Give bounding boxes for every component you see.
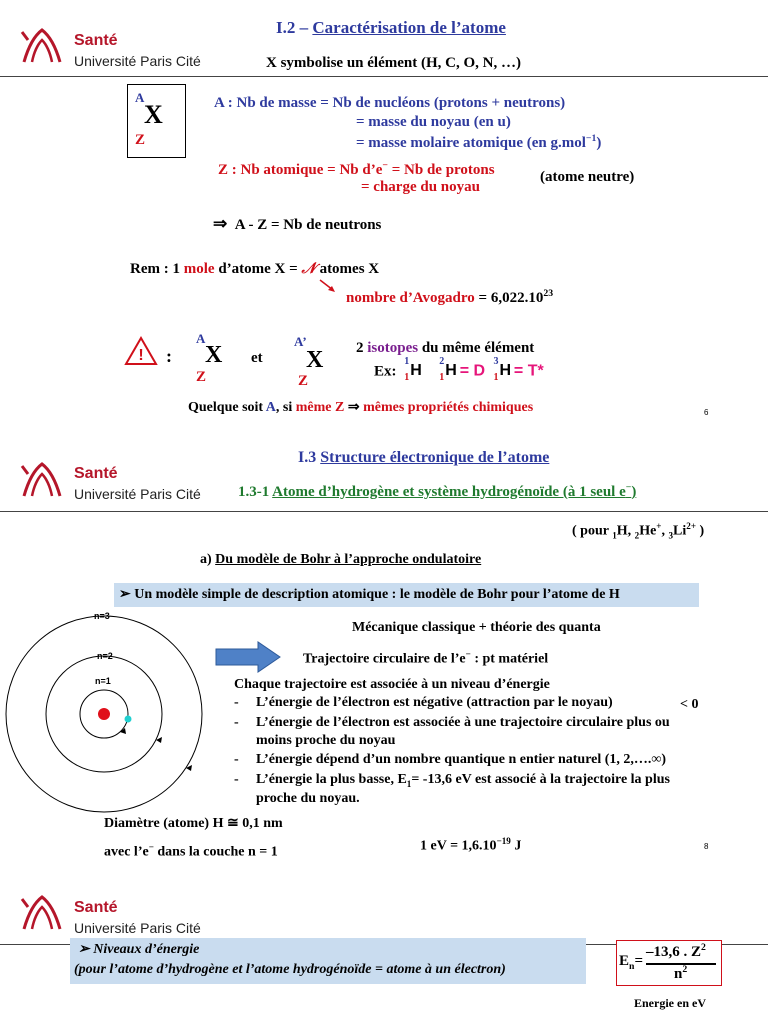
divider — [0, 511, 768, 512]
university-logo-icon — [20, 462, 64, 498]
university-logo-icon — [20, 28, 64, 64]
logo-sante: Santé — [74, 32, 118, 49]
atomic-number-line-2: = charge du noyau — [361, 179, 480, 195]
university-logo-icon — [20, 895, 64, 931]
isotope2-mass: A’ — [294, 334, 307, 349]
logo-university: Université Paris Cité — [74, 486, 201, 502]
bullet-2-cont: moins proche du noyau — [256, 733, 396, 748]
bullet-dash: - — [234, 715, 239, 730]
circular-trajectory: Trajectoire circulaire de l’e− : pt matériel — [303, 649, 549, 667]
page-number: 8 — [704, 842, 709, 851]
atomic-number-line-1: Z : Nb atomique = Nb d’e− = Nb de protons — [218, 160, 495, 178]
divider — [0, 76, 768, 77]
bullet-1-tail: < 0 — [680, 697, 699, 712]
energy-unit-note: Energie en eV — [634, 996, 706, 1010]
energy-levels-intro: Chaque trajectoire est associée à un niveau d’énergie — [234, 677, 550, 692]
isotope2-symbol: X — [306, 347, 324, 373]
implies-icon: ⇒ — [213, 214, 228, 233]
bohr-model-diagram — [0, 610, 215, 825]
box-mass-number: A — [135, 90, 145, 105]
bohr-banner-text: ➢ Un modèle simple de description atomique : le modèle de Bohr pour l’atome de H — [119, 587, 620, 602]
atom-diameter: Diamètre (atome) H ≅ 0,1 nm — [104, 816, 283, 831]
mass-number-line-3: = masse molaire atomique (en g.mol$^{-1}$) — [356, 133, 602, 151]
hydrogenoid-examples: ( pour $_1$H, $_2$He+, $_3Li^{2+}$ ) — [572, 521, 705, 541]
isotope1-mass: A — [196, 331, 206, 346]
formula-lhs: $E_n=$ — [619, 953, 644, 972]
formula-numerator: –13,6 . $Z^2$ — [646, 942, 706, 960]
classical-mechanics: Mécanique classique + théorie des quanta — [352, 620, 601, 635]
rem-mole: Rem : 1 mole d’atome X = 𝒩 atomes X — [130, 261, 380, 277]
warning-icon — [124, 336, 158, 366]
isotope1-atomic: Z — [196, 369, 207, 385]
slide-title: I.2 – Caractérisation de l’atome — [276, 18, 506, 37]
bullet-3: L’énergie dépend d’un nombre quantique n entier naturel (1, 2,….∞) — [256, 752, 667, 767]
bullet-4-cont: proche du noyau. — [256, 791, 360, 806]
bullet-dash: - — [234, 695, 239, 710]
logo-sante: Santé — [74, 465, 118, 482]
avogadro-number: nombre d’Avogadro = $6,022.10^{23}$ — [346, 288, 554, 306]
neutron-count: ⇒ A - Z = Nb de neutrons — [213, 214, 382, 233]
logo-university: Université Paris Cité — [74, 920, 201, 936]
slide-title: I.3 Structure électronique de l’atome — [298, 449, 550, 466]
bullet-4: L’énergie la plus basse, $E_1= -13,6$ eV est associé à la trajectoire la plus — [256, 772, 670, 789]
x-definition: X symbolise un élément (H, C, O, N, …) — [266, 55, 521, 71]
section-a-title: a) Du modèle de Bohr à l’approche ondulatoire — [200, 552, 482, 567]
isotope2-atomic: Z — [298, 373, 309, 389]
mass-number-line-1: A : Nb de masse = Nb de nucléons (protons + neutrons) — [214, 95, 566, 111]
isotope-et: et — [251, 350, 263, 366]
right-arrow-icon — [214, 640, 282, 674]
ev-conversion: 1 eV = $1,6.10^{-19}$ J — [420, 836, 522, 854]
orbit-label-n3: n=3 — [94, 611, 110, 621]
orbit-label-n1: n=1 — [95, 676, 111, 686]
energy-levels-subtitle: (pour l’atome d’hydrogène et l’atome hydrogénoïde = atome à un électron) — [74, 962, 506, 977]
electron — [125, 716, 132, 723]
svg-text:!: ! — [138, 347, 144, 364]
bullet-1: L’énergie de l’électron est négative (attraction par le noyau) — [256, 695, 613, 710]
logo-sante: Santé — [74, 899, 118, 916]
energy-levels-title: ➢ Niveaux d’énergie — [78, 942, 200, 957]
isotope1-symbol: X — [205, 342, 223, 368]
bullet-dash: - — [234, 752, 239, 767]
bullet-2: L’énergie de l’électron est associée à une trajectoire circulaire plus ou — [256, 715, 670, 730]
implies-icon: ⇒ — [347, 400, 360, 415]
section-subtitle: 1.3-1 Atome d’hydrogène et système hydrogénoïde (à 1 seul e−) — [238, 482, 637, 500]
isotopes-example: Ex: 1 1 H 2 1 H = D 3 1 H = T* — [374, 356, 544, 383]
page-number: 6 — [704, 408, 709, 417]
pointer-arrow-icon — [318, 278, 338, 294]
mass-number-line-2: = masse du noyau (en u) — [356, 114, 511, 130]
box-element-symbol: X — [144, 100, 163, 129]
formula-denominator: $n^2$ — [674, 964, 688, 982]
bullet-dash: - — [234, 772, 239, 787]
neutral-atom-note: (atome neutre) — [540, 169, 635, 185]
box-atomic-number: Z — [135, 132, 146, 148]
nucleus — [98, 708, 110, 720]
orbit-label-n2: n=2 — [97, 651, 113, 661]
logo-university: Université Paris Cité — [74, 53, 201, 69]
electron-shell-note: avec l’e− dans la couche n = 1 — [104, 842, 278, 860]
same-properties: Quelque soit A, si même Z ⇒ mêmes propriétés chimiques — [188, 400, 534, 415]
warning-colon: : — [166, 346, 172, 366]
isotopes-definition: 2 isotopes du même élément — [356, 340, 535, 356]
